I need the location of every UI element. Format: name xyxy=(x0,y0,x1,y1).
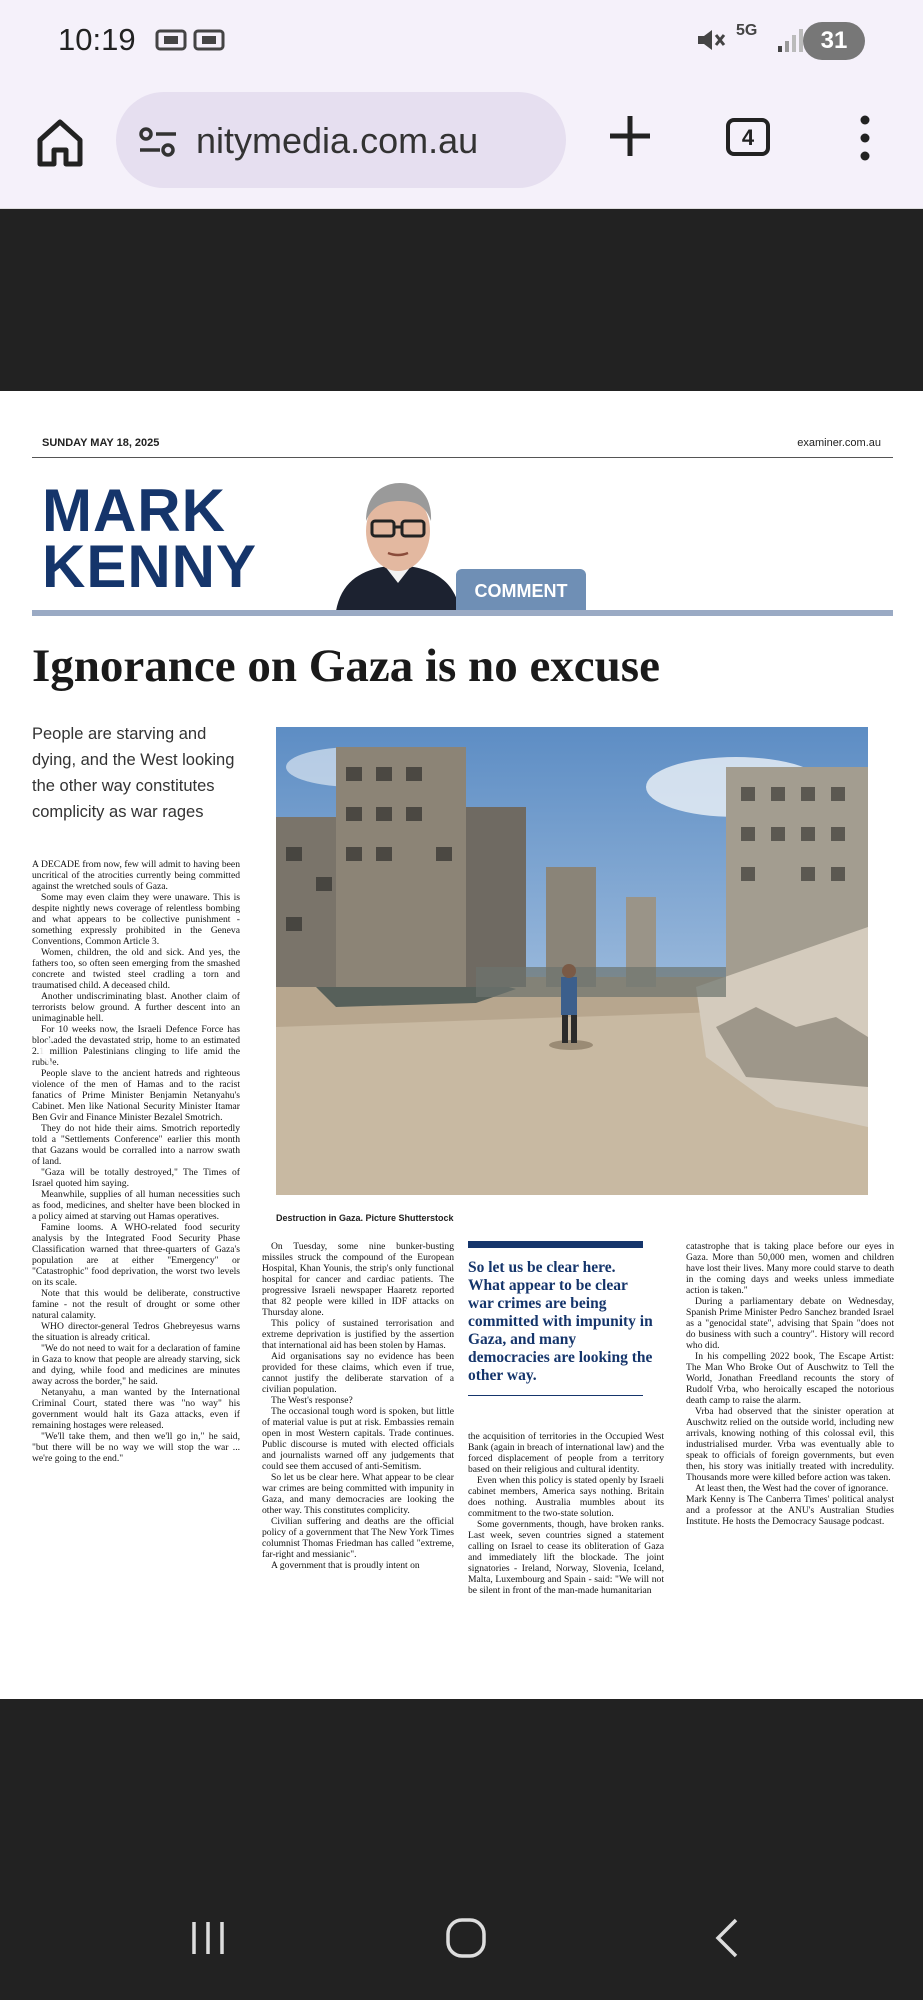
paragraph: At least then, the West had the cover of ignorance. xyxy=(695,1483,889,1494)
image-viewer-backdrop-top xyxy=(0,209,923,391)
paragraph: They do not hide their aims. Smotrich reportedly told a "Settlements Conference" earlier this month that Gazans would be corralled into a narrow swath of land. xyxy=(32,1123,240,1167)
paragraph: The West's response? xyxy=(271,1395,353,1406)
paragraph: The occasional tough word is spoken, but little of material value is put at risk. Embassies remain open in most Western capitals. Trade continues. Public discourse is muted with elected officials and journalists warned off any judgements that could see them accused of anti-Semitism. xyxy=(262,1406,454,1472)
paragraph: Netanyahu, a man wanted by the International Criminal Court, stated there was "no way" his government would halt its Gaza attacks, even if remaining hostages were released. xyxy=(32,1387,240,1431)
pull-quote: So let us be clear here. What appear to be clear war crimes are being committed with impunity in Gaza, and many democracies are looking the other way. xyxy=(468,1259,653,1384)
url-text: nitymedia.com.au xyxy=(196,120,479,161)
article-column-4 xyxy=(686,1241,894,1527)
paragraph: Vrba had observed that the sinister operation at Auschwitz relied on the outside world, including new arrivals, knowing nothing of this colossal evil, this industrialised murder. Vrba was eventually able to speak to officials of foreign governments, but even then, his story was initially treated with incredulity. Thousands more were killed before action was taken. xyxy=(686,1406,894,1483)
paragraph: Some governments, though, have broken ranks. Last week, seven countries signed a statement calling on Israel to cease its obliteration of Gaza and immediately lift the blockade. The joint signatories - Ireland, Norway, Slovenia, Iceland, Malta, Luxembourg and Spain - said: "We will not be silent in front of the man-made humanitarian xyxy=(468,1519,664,1596)
paragraph: A government that is proudly intent on xyxy=(271,1560,420,1571)
paragraph: WHO director-general Tedros Ghebreyesus warns the situation is already critical. xyxy=(32,1321,240,1343)
home-icon[interactable] xyxy=(30,112,90,172)
paragraph: Some may even claim they were unaware. This is despite nightly news coverage of relentless bombing and what appears to be collective punishment - something expressly prohibited in the Geneva Conventions, Common Article 3. xyxy=(32,892,240,947)
more-options-icon[interactable] xyxy=(850,110,880,166)
article-site: examiner.com.au xyxy=(797,437,881,449)
headline: Ignorance on Gaza is no excuse xyxy=(32,640,660,692)
pull-quote-divider xyxy=(468,1395,643,1396)
tab-switcher-button[interactable]: 4 xyxy=(726,118,770,156)
status-time: 10:19 xyxy=(58,22,136,57)
author-portrait xyxy=(328,473,468,611)
paragraph: For 10 weeks now, the Israeli Defence Force has blockaded the devastated strip, home to an estimated 2.1 million Palestinians clinging to life amid the rubble. xyxy=(32,1024,240,1068)
author-last-name: KENNY xyxy=(42,533,258,600)
notification-icon xyxy=(154,26,188,54)
author-name xyxy=(42,477,258,600)
author-first-name: MARK xyxy=(42,477,226,544)
paragraph: Aid organisations say no evidence has been provided for these claims, which even if true, cannot justify the deliberate starvation of a civilian population. xyxy=(262,1351,454,1395)
paragraph: "We'll take them, and then we'll go in," he said, "but there will be no way we will stop the war ... we're going to the end." xyxy=(32,1431,240,1464)
recent-apps-icon[interactable] xyxy=(186,1918,230,1958)
article-column-3 xyxy=(468,1431,664,1596)
paragraph: In his compelling 2022 book, The Escape Artist: The Man Who Broke Out of Auschwitz to Tell the World, Jonathan Freedland recounts the story of Rudolf Vrba, who heroically escaped the notorious death camp to raise the alarm. xyxy=(686,1351,894,1406)
paragraph: the acquisition of territories in the Occupied West Bank (again in breach of international law) and the forced displacement of people from a territory based on their religious and cultural identity. xyxy=(468,1431,664,1475)
header-divider xyxy=(32,457,893,458)
pull-quote-rule xyxy=(468,1241,643,1248)
paragraph: On Tuesday, some nine bunker-busting missiles struck the compound of the European Hospital, Khan Younis, the strip's only functional hospital for cancer and cardiac patients. The progressive Israeli newspaper Haaretz reported that 82 people were killed in IDF attacks on Thursday alone. xyxy=(262,1241,454,1318)
article-date: SUNDAY MAY 18, 2025 xyxy=(42,437,160,449)
paragraph: Another undiscriminating blast. Another claim of terrorists below ground. A further descent into an unimaginable hell. xyxy=(32,991,240,1024)
address-bar[interactable] xyxy=(116,92,566,188)
previous-image-icon[interactable] xyxy=(34,1032,60,1072)
paragraph: During a parliamentary debate on Wednesday, Spanish Prime Minister Pedro Sanchez branded Israel as a "genocidal state", advising that Spain "does not do business with such a country". History will record who did. xyxy=(686,1296,894,1351)
paragraph: Civilian suffering and deaths are the official policy of a government that The New York Times columnist Thomas Friedman has called "extreme, far-right and messianic". xyxy=(262,1516,454,1560)
notification-icon xyxy=(192,26,226,54)
paragraph: So let us be clear here. What appear to be clear war crimes are being committed with impunity in Gaza, and many democracies are looking the other way. This constitutes complicity. xyxy=(262,1472,454,1516)
spacer xyxy=(186,1028,187,1029)
paragraph: People slave to the ancient hatreds and righteous violence of the men of Hamas and to the racist fanatics of Prime Minister Benjamin Netanyahu's Cabinet. Men like National Security Minister Itamar Ben Gvir and Finance Minister Bezalel Smotrich. xyxy=(32,1068,240,1123)
battery-indicator: 31 xyxy=(803,22,865,60)
mute-icon xyxy=(694,26,728,54)
standfirst: People are starving and dying, and the West looking the other way constitutes complicity as war rages xyxy=(32,725,235,821)
paragraph: Women, children, the old and sick. And yes, the fathers too, so often seen emerging from the smashed concrete and twisted steel cradling a torn and traumatised child. A deceased child. xyxy=(32,947,240,991)
gaza-destruction-photo xyxy=(276,727,868,1195)
next-image-icon[interactable] xyxy=(864,1032,890,1072)
paragraph: Famine looms. A WHO-related food security analysis by the Integrated Food Security Phase Classification warned that three-quarters of Gaza's population are at either "Emergency" or "Catastrophic" food deprivation, the worst two levels on its scale. xyxy=(32,1222,240,1288)
paragraph: A DECADE from now, few will admit to having been uncritical of the atrocities currently being committed against the wretched souls of Gaza. xyxy=(32,859,240,892)
site-settings-icon[interactable] xyxy=(136,122,180,162)
article-column-2 xyxy=(262,1241,454,1571)
author-bio: Mark Kenny is The Canberra Times' political analyst and a professor at the ANU's Australian Studies Institute. He hosts the Democracy Sausage podcast. xyxy=(686,1494,894,1527)
status-bar xyxy=(0,0,923,86)
back-nav-icon[interactable] xyxy=(708,1916,748,1960)
paragraph: This policy of sustained terrorisation and extreme deprivation is justified by the assertion that international aid has been stolen by Hamas. xyxy=(262,1318,454,1351)
paragraph: Even when this policy is stated openly by Israeli cabinet members, America says nothing. Britain does nothing. Australia mumbles about its commitment to the two-state solution. xyxy=(468,1475,664,1519)
paragraph: Meanwhile, supplies of all human necessities such as food, medicines, and shelter have been blocked in a policy aimed at starving out Hamas operatives. xyxy=(32,1189,240,1222)
paragraph: catastrophe that is taking place before our eyes in Gaza. More than 50,000 men, women and children have lost their lives. Many more could starve to death in the coming days and weeks unless immediate action is taken." xyxy=(686,1241,894,1296)
paragraph: Note that this would be deliberate, constructive famine - not the result of drought or some other natural calamity. xyxy=(32,1288,240,1321)
new-tab-icon[interactable] xyxy=(600,106,660,166)
paragraph: "We do not need to wait for a declaration of famine in Gaza to know that people are already starving, sick and dying, while food and medicines are minutes away across the border," he said. xyxy=(32,1343,240,1387)
article-column-1 xyxy=(32,859,240,1464)
browser-toolbar xyxy=(0,86,923,209)
newspaper-page-image xyxy=(0,391,923,1699)
network-type: 5G xyxy=(736,22,758,39)
comment-label: COMMENT xyxy=(456,569,586,611)
paragraph: "Gaza will be totally destroyed," The Times of Israel quoted him saying. xyxy=(32,1167,240,1189)
image-caption: Destruction in Gaza. Picture Shutterstock xyxy=(276,1213,454,1223)
home-nav-icon[interactable] xyxy=(444,1916,488,1960)
header-bar xyxy=(32,610,893,616)
